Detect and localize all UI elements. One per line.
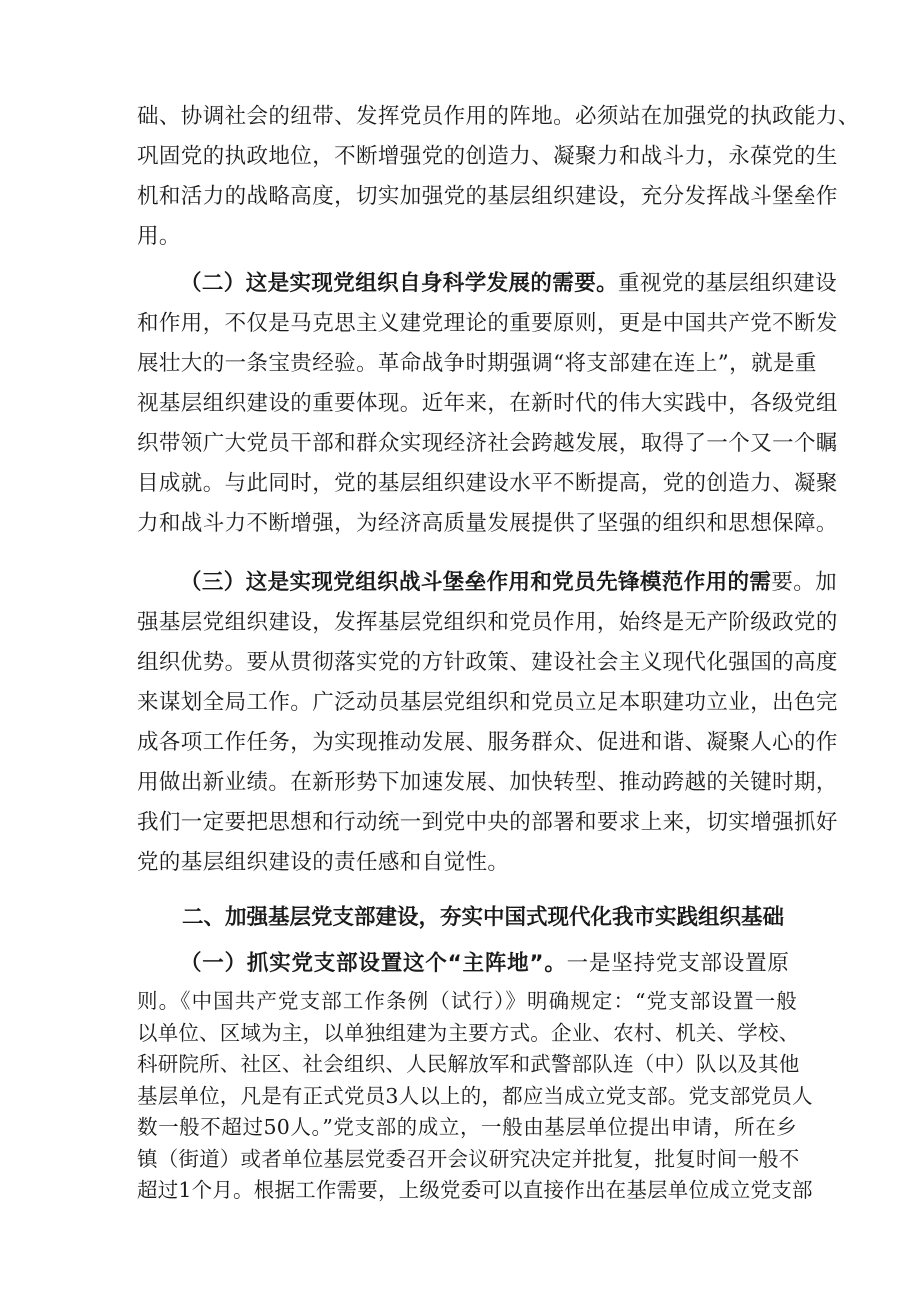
text-line: 展壮大的一条宝贵经验。革命战争时期强调“将支部建在连上”，就是重	[137, 351, 817, 376]
section-lead-bold: （二）这是实现党组织自身科学发展的需要。	[180, 271, 619, 296]
text-line-first	[137, 944, 797, 984]
section-lead-bold: （三）这是实现党组织战斗堡垒作用和党员先锋模范作用的需	[180, 570, 772, 595]
text-line: 织带领广大党员干部和群众实现经济社会跨越发展，取得了一个又一个瞩	[137, 431, 838, 456]
text-line: 目成就。与此同时，党的基层组织建设水平不断提高，党的创造力、凝聚	[137, 471, 838, 496]
text-line: 来谋划全局工作。广泛动员基层党组织和党员立足本职建功立业，出色完	[137, 690, 838, 715]
text-line: 超过1个月。根据工作需要，上级党委可以直接作出在基层单位成立党支部	[137, 1178, 813, 1202]
paragraph-subsection-1-body	[137, 986, 813, 1207]
text-line: 镇（街道）或者单位基层党委召开会议研究决定并批复，批复时间一般不	[137, 1146, 800, 1171]
text-line: 成各项工作任务，为实现推动发展、服务群众、促进和谐、凝聚人心的作	[137, 730, 838, 755]
paragraph-subsection-1	[137, 944, 797, 984]
text-line-first	[137, 563, 838, 603]
section-lead-bold: （一）抓实党支部设置这个“主阵地”。	[180, 951, 567, 976]
text-line: 组织优势。要从贯彻落实党的方针政策、建设社会主义现代化强国的高度	[137, 650, 838, 675]
text-line: 基层单位，凡是有正式党员3人以上的，都应当成立党支部。党支部党员人	[137, 1083, 813, 1108]
text-line: 党的基层组织建设的责任感和自觉性。	[137, 850, 510, 875]
text-line: 以单位、区域为主，以单独组建为主要方式。企业、农村、机关、学校、	[137, 1020, 800, 1045]
text-line: 机和活力的战略高度，切实加强党的基层组织建设，充分发挥战斗堡垒作	[137, 184, 838, 209]
text-line: 巩固党的执政地位，不断增强党的创造力、凝聚力和战斗力，永葆党的生	[137, 144, 838, 169]
text-line: 用。	[137, 224, 181, 249]
paragraph-section-2	[137, 264, 838, 544]
text-run: 要。加	[771, 570, 838, 595]
text-line: 则。《中国共产党支部工作条例（试行）》明确规定：“党支部设置一般	[137, 989, 797, 1013]
text-line: 视基层组织建设的重要体现。近年来，在新时代的伟大实践中，各级党组	[137, 391, 838, 416]
text-line: 和作用，不仅是马克思主义建党理论的重要原则，更是中国共产党不断发	[137, 311, 838, 336]
text-line: 强基层党组织建设，发挥基层党组织和党员作用，始终是无产阶级政党的	[137, 610, 838, 635]
paragraph-continuation	[137, 97, 860, 257]
text-line-first	[137, 264, 838, 304]
text-line: 用做出新业绩。在新形势下加速发展、加快转型、推动跨越的关键时期，	[137, 770, 838, 795]
text-line: 科研院所、社区、社会组织、人民解放军和武警部队连（中）队以及其他	[137, 1052, 800, 1076]
text-line: 数一般不超过50人。”党支部的成立，一般由基层单位提出申请，所在乡	[137, 1115, 797, 1139]
paragraph-section-3	[137, 563, 838, 883]
section-heading: 二、加强基层党支部建设，夯实中国式现代化我市实践组织基础	[182, 905, 785, 930]
text-line: 础、协调社会的纽带、发挥党员作用的阵地。必须站在加强党的执政能力、	[137, 104, 860, 129]
text-line: 力和战斗力不断增强，为经济高质量发展提供了坚强的组织和思想保障。	[137, 511, 838, 536]
text-line: 我们一定要把思想和行动统一到党中央的部署和要求上来，切实增强抓好	[137, 810, 838, 835]
text-run: 重视党的基层组织建设	[618, 271, 838, 296]
text-run: 一是坚持党支部设置原	[566, 951, 790, 976]
